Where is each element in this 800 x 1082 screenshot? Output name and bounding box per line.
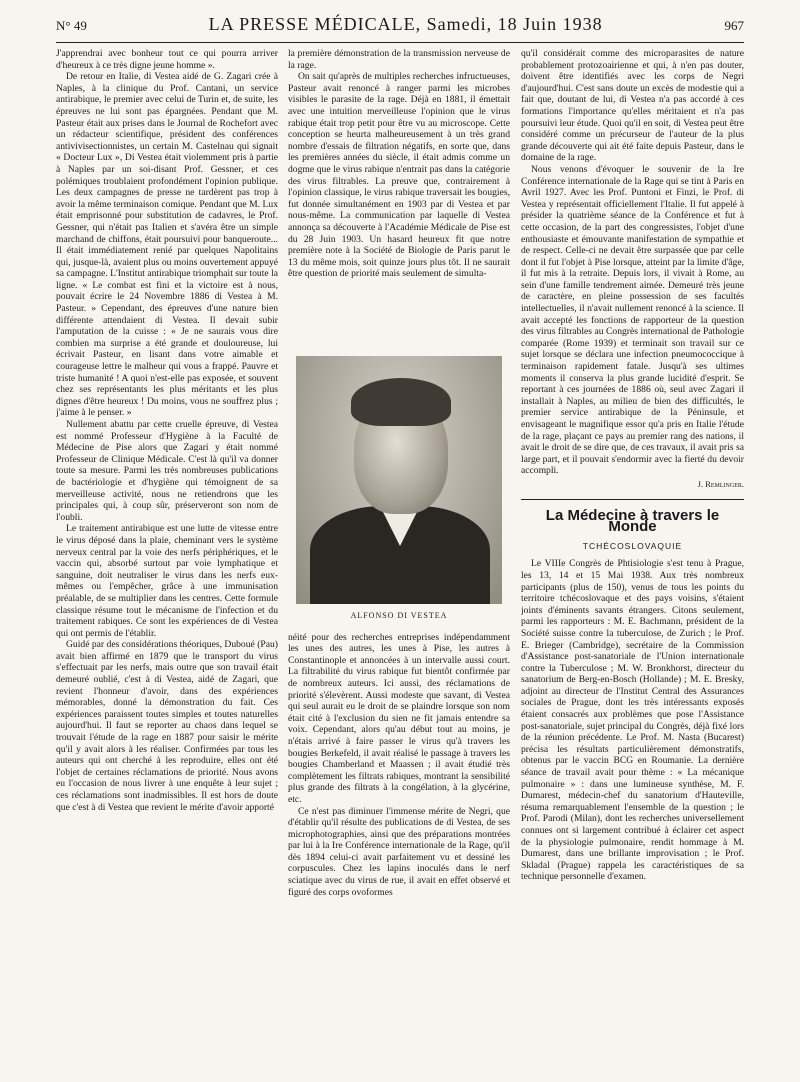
paragraph: la première démonstration de la transmission nerveuse de la rage. [288,48,510,71]
paragraph: Le VIIIe Congrès de Phtisiologie s'est tenu à Prague, les 13, 14 et 15 Mai 1938. Aux très nombreux participants (plus de 150), venus de tous les points du territoire tchécoslovaque et des pays voisins, s'étaient joints d'éminents savants étrangers. Citons seulement, parmi les rapporteurs : M. E. Bachmann, président de la Société suisse contre la tuberculose, de Zurich ; le Prof. E. Brieger (Cambridge), secrétaire de la Commission d'Assistance post-sanatoriale de l'Union internationale contre la Tuberculose ; M. W. Bronkhorst, directeur du sanatorium de Berg-en-Bosch (Hollande) ; M. E. Bresky, adjoint au directeur de l'Institut Central des Assurances sociales de Prague, dont les très intéressants exposés étaient consacrés aux problèmes que pose l'Assistance post-sanatoriale, sujet principal du Congrès, déjà fixé lors de la réunion précédente. Le Prof. M. Nasta (Bucarest) précisa les résultats particulièrement démonstratifs, obtenus par le vaccin BCG en Roumanie. La dernière séance de travail avait pour thème : « La mécanique pulmonaire » : dans une lumineuse synthèse, M. F. Dumarest, médecin-chef du sanatorium d'Hauteville, résuma remarquablement l'ensemble de la question ; le Prof. Parodi (Milan), dont les recherches universellement connues ont si largement contribué à éclairer cet aspect de la physiologie pulmonaire, rendit hommage à M. Dumarest, dans une brillante improvisation ; le Prof. Skladal (Prague) rappela les caractéristiques de sa technique personnelle d'examen. [521,558,744,883]
column-3 [521,48,744,1058]
paragraph: néité pour des recherches entreprises indépendamment les unes des autres, les unes à Pise, les autres à Constantinople et annoncées à un intervalle aussi court. La filtrabilité du virus rabique fut bientôt confirmée par de nombreux auteurs. Ici aussi, des réclamations de priorité s'élevèrent. Aussi modeste que savant, di Vestea qui seul aurait eu le droit de se plaindre lorsque son nom était cité à l'exclusion du sien ne fit jamais entendre sa voix. Cependant, alors qu'au début tout au moins, je n'étais arrivé à faire passer le virus qu'à travers les bougies Berkefeld, il avait réalisé le passage à travers les bougies Chamberland et Maassen ; il avait étudié très complètement les filtrats rabiques, montrant la sensibilité plus grande des filtrats à la congélation, à la glycérine, etc. [288,631,510,805]
portrait-photo [296,356,502,604]
paragraph: Nullement abattu par cette cruelle épreuve, di Vestea est nommé Professeur d'Hygiène à la Faculté de Médecine de Pise alors que Zagari y était nommé Professeur de Clinique Médicale. C'est là qu'il va donner toute sa mesure. Parmi les très nombreuses publications de bactériologie et d'hygiène qui témoignent de sa merveilleuse activité, nous ne retiendrons que les principales qui, à coup sûr, préserveront son nom de l'oubli. [56,419,278,523]
paragraph: Ce n'est pas diminuer l'immense mérite de Negri, que d'établir qu'il résulte des publications de di Vestea, de ses microphotographies, ainsi que des préparations montrées par lui à la Ire Conférence internationale de la Rage, qu'il dès 1894 celui-ci avait parfaitement vu et dessiné les corpuscules. Chez les lapins inoculés dans le nerf sciatique avec du virus de rue, il avait en effet observé et figuré des corps ovoformes [288,805,510,898]
country-heading: TCHÉCOSLOVAQUIE [582,540,683,551]
section-title: La Médecine à travers le Monde [545,506,720,536]
header-rule [56,42,744,43]
column-2-bottom [288,632,510,899]
paragraph: J'apprendrai avec bonheur tout ce qui pourra arriver d'heureux à ce très digne jeune homme ». [56,48,278,71]
section-divider [521,499,744,500]
photo-caption: ALFONSO DI VESTEA [350,611,448,620]
portrait-hair [351,378,451,426]
paragraph: Nous venons d'évoquer le souvenir de la Ire Conférence internationale de la Rage qui se tint à Paris en Avril 1927. Avec les Prof. Puntoni et Finzi, le Prof. di Vestea y représentait officiellement l'Italie. Il fut appelé à présider la quatrième séance de la Conférence et fut à cette occasion, de la part des congressistes, l'objet d'une enthousiaste et émouvante manifestation de sympathie et de respect. Celle-ci ne devait être surpassée que par celle dont il fut l'objet à Pise lorsque, atteint par la limite d'âge, il fut mis à la retraite. Depuis lors, il vivait à Rome, au sein d'une famille tendrement aimée. Demeuré très jeune de caractère, en pleine possession de ses facultés intellectuelles, il n'avait nullement renoncé à la science. Il avait accepté les fonctions de rapporteur de la question des virus filtrables au Congrès international de Pathologie comparée (Rome 1939) et terminait son travail sur ce sujet lorsque se déclara une infection pneumococcique à terminaison rapidement fatale. Jusqu'à ses ultimes moments il conserva la plus grande lucidité d'esprit. Se reportant à ces journées de 1886 où, seul avec Zagari il installait à Naples, au milieu de bien des difficultés, le premier service antirabique de la Péninsule, et envisageant le magnifique essor qu'a pris en Italie l'étude de la rage, plaçant ce pays au premier rang des nations, il avait le droit de se dire que, de ces travaux, il avait pris sa large part, et il pouvait s'endormir avec la fierté du devoir accompli. [521,163,744,477]
issue-number: N° 49 [56,18,87,33]
page-header [56,14,744,40]
paragraph: Le traitement antirabique est une lutte de vitesse entre le virus déposé dans la plaie, cheminant vers le système nerveux central par la voie des nerfs périphériques, et le vaccin qui, absorbé surtout par voie lymphatique et sanguine, doit neutraliser le virus dans les nerfs eux-mêmes ou l'empêcher, grâce à une immunisation préalable, de se multiplier dans les centres. Cette formule classique résume tout le mécanisme de l'infection et du traitement rabiques. Ce sont les expériences de di Vestea qui ont permis de l'établir. [56,523,278,639]
page-number: 967 [724,18,744,33]
author-signature: J. Remlinger. [697,478,744,489]
paragraph: Guidé par des considérations théoriques, Duboué (Pau) avait bien affirmé en 1879 que le transport du virus s'effectuait par les nerfs, mais outre que son travail était demeuré oublié, c'est à di Vestea, aidé de Zagari, que revient l'honneur d'avoir, dans des expériences mémorables, donné la démonstration du fait. Ces expériences paraissent toutes simples et toutes naturelles aujourd'hui. Il faut se reporter au chaos dans lequel se trouvait l'étude de la rage en 1887 pour saisir le mérite qu'il y avait alors à les réaliser. Confirmées par tous les auteurs qui ont cherché à les reproduire, elles ont été l'objet de certaines réclamations de priorité. Nous avons eu l'occasion de nous livrer à une enquête à leur sujet ; ces réclamations sont inadmissibles. Il est hors de doute que c'est à di Vestea que revient le mérite d'avoir apporté [56,639,278,813]
paragraph: De retour en Italie, di Vestea aidé de G. Zagari crée à Naples, à la clinique du Prof. Cantani, un service antirabique, le premier avec celui de Turin et, de suite, les épreuves ne lui sont pas épargnées. Pendant que M. Pasteur était aux prises dans le Journal de Rochefort avec un rédacteur scientifique, président des conférences antivivisectionnistes, un certain M. Castelnau qui signait « Docteur Lux », Di Vestea était violemment pris à partie à Naples par un soi-disant Prof. Gessner, et ces polémiques troublaient profondément l'opinion publique. Les deux campagnes de presse ne tardèrent pas trop à avoir la même terminaison comique. Pendant que M. Lux était emprisonné pour substitution de cadavres, le Prof. Gessner, qui n'était pas Italien et s'avéra être un simple marchand de chiffons, était poursuivi pour banqueroute... Il était immédiatement renié par quelques Napolitains qui, jusque-là, avaient plus ou moins ouvertement appuyé sa campagne. L'Institut antirabique triomphait sur toute la ligne. « Le combat est fini et la victoire est à nous, pouvait écrire le 24 Novembre 1886 di Vestea à M. Pasteur. » Cependant, des épreuves d'une nature bien différente attendaient di Vestea. Il devait subir l'amputation de la cuisse : « Je ne saurais vous dire combien ma surprise a été grande et douloureuse, lui écrivait Pasteur, en lisant dans votre aimable et courageuse lettre le malheur qui vous a frappé. Pauvre et triste humanité ! A quoi n'est-elle pas exposée, et souvent chez ses représentants les plus méritants et les plus dignes d'être heureux ! Du moins, vous ne souffrez plus ; j'aime à le penser. » [56,71,278,419]
column-2 [288,48,510,1058]
column-2-top [288,48,510,348]
paragraph: qu'il considérait comme des microparasites de nature probablement protozoairienne et qui, à n'en pas douter, doivent être identifiés avec les corps de Negri d'aujourd'hui. C'est sans doute un excès de modestie qui a fait que, doutant de lui, di Vestea n'a pas accordé à ces formations l'importance qu'elles méritaient et n'a pas poursuivi leur étude. Quoi qu'il en soit, di Vestea peut être considéré comme un précurseur de l'auteur de la plus grande découverte qui ait été faite depuis Pasteur, dans le domaine de la rage. [521,48,744,164]
column-1 [56,48,278,1058]
journal-title: LA PRESSE MÉDICALE, Samedi, 18 Juin 1938 [208,14,603,34]
paragraph: On sait qu'après de multiples recherches infructueuses, Pasteur avait renoncé à ranger parmi les microbes visibles le parasite de la rage. Déjà en 1881, il émettait avec une intuition merveilleuse l'opinion que le virus rabique était trop petit pour être vu au microscope. Cette conception se heurta malheureusement à un très grand nombre d'essais de filtration négatifs, en sorte que, dans les premières années du siècle, il était admis comme un dogme que le virus rabique n'entrait pas dans la catégorie des virus filtrables. La preuve que, contrairement à l'opinion classique, le virus rabique traversait les bougies, fut donnée simultanément en 1903 par di Vestea et par nous-même. La communication par laquelle di Vestea annonça sa découverte à l'Académie Médicale de Pise est du 28 Juin 1903. Un hasard heureux fit que notre première note à la Société de Biologie de Paris parut le 13 du même mois, soit quinze jours plus tôt. Il ne saurait être question de priorité mais seulement de simulta- [288,71,510,280]
